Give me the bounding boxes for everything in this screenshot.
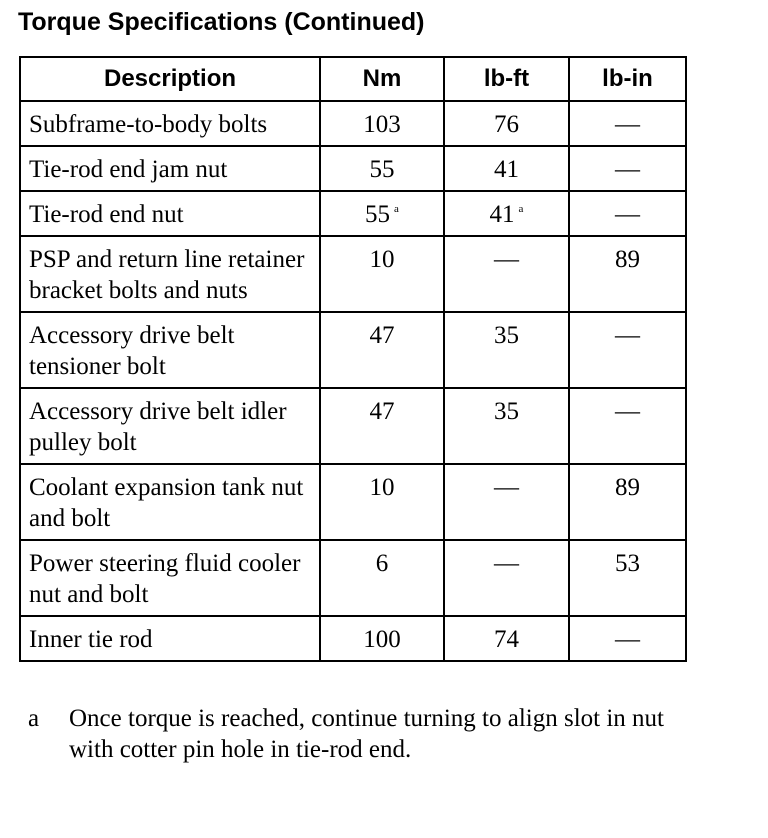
cell-lb-ft-value: 35: [494, 322, 519, 349]
cell-lb-in: —: [569, 388, 686, 464]
cell-lb-ft: [444, 191, 569, 236]
cell-nm: [320, 146, 444, 191]
cell-nm-value: 100: [363, 626, 401, 653]
cell-description: Coolant expansion tank nut and bolt: [20, 464, 320, 540]
cell-lb-ft-value: —: [494, 474, 519, 501]
cell-lb-ft: [444, 388, 569, 464]
cell-lb-ft-value: 41: [494, 156, 519, 183]
cell-lb-ft: [444, 540, 569, 616]
header-lb-in: lb-in: [569, 57, 686, 101]
cell-lb-in: —: [569, 191, 686, 236]
cell-lb-in: —: [569, 616, 686, 661]
cell-nm: [320, 464, 444, 540]
table-row: [20, 616, 686, 661]
cell-nm: [320, 191, 444, 236]
cell-nm: [320, 388, 444, 464]
cell-description: Accessory drive belt tensioner bolt: [20, 312, 320, 388]
cell-lb-in: —: [569, 312, 686, 388]
cell-nm-value: 55: [365, 201, 391, 228]
cell-description: Accessory drive belt idler pulley bolt: [20, 388, 320, 464]
cell-lb-in: 53: [569, 540, 686, 616]
footnote-ref-nm: a: [394, 203, 399, 215]
cell-lb-in: 89: [569, 464, 686, 540]
cell-nm-value: 103: [363, 111, 401, 138]
cell-description: Inner tie rod: [20, 616, 320, 661]
cell-lb-ft: [444, 616, 569, 661]
cell-lb-ft: [444, 146, 569, 191]
table-row: [20, 191, 686, 236]
cell-description: Power steering fluid cooler nut and bolt: [20, 540, 320, 616]
table-row: [20, 388, 686, 464]
table-row: [20, 540, 686, 616]
cell-lb-ft-value: —: [494, 246, 519, 273]
cell-nm-value: 10: [369, 474, 395, 501]
cell-nm-value: 55: [369, 156, 395, 183]
cell-lb-ft: [444, 312, 569, 388]
cell-nm-value: 47: [369, 322, 395, 349]
cell-lb-ft-value: 76: [494, 111, 519, 138]
cell-lb-ft: [444, 101, 569, 146]
header-lb-ft: lb-ft: [444, 57, 569, 101]
page-title: Torque Specifications (Continued): [18, 8, 425, 36]
cell-lb-ft: [444, 236, 569, 312]
cell-description: PSP and return line retainer bracket bolts and nuts: [20, 236, 320, 312]
table-row: [20, 312, 686, 388]
cell-nm: [320, 616, 444, 661]
cell-nm: [320, 312, 444, 388]
cell-description: Subframe-to-body bolts: [20, 101, 320, 146]
cell-lb-ft: [444, 464, 569, 540]
footnote-ref-lb-ft: a: [518, 203, 524, 215]
cell-nm: [320, 101, 444, 146]
cell-lb-ft-value: —: [494, 550, 519, 577]
cell-nm: [320, 540, 444, 616]
cell-nm: [320, 236, 444, 312]
cell-nm-value: 10: [369, 246, 395, 273]
cell-description: Tie-rod end jam nut: [20, 146, 320, 191]
cell-lb-ft-value: 35: [494, 398, 519, 425]
torque-spec-table: [19, 56, 687, 662]
cell-nm-value: 6: [375, 550, 389, 577]
cell-nm-value: 47: [369, 398, 395, 425]
header-description: Description: [20, 57, 320, 101]
header-nm: Nm: [320, 57, 444, 101]
footnote: [28, 703, 668, 765]
footnote-mark: a: [28, 705, 40, 732]
cell-description: Tie-rod end nut: [20, 191, 320, 236]
cell-lb-ft-value: 41: [489, 201, 515, 228]
cell-lb-in: 89: [569, 236, 686, 312]
cell-lb-ft-value: 74: [494, 626, 519, 653]
table-row: [20, 464, 686, 540]
cell-lb-in: —: [569, 146, 686, 191]
cell-lb-in: —: [569, 101, 686, 146]
footnote-text: Once torque is reached, continue turning to align slot in nut with cotter pin hole in tie-rod end.: [69, 705, 664, 763]
table-row: [20, 101, 686, 146]
table-row: [20, 236, 686, 312]
table-header-row: [20, 57, 686, 101]
table-row: [20, 146, 686, 191]
